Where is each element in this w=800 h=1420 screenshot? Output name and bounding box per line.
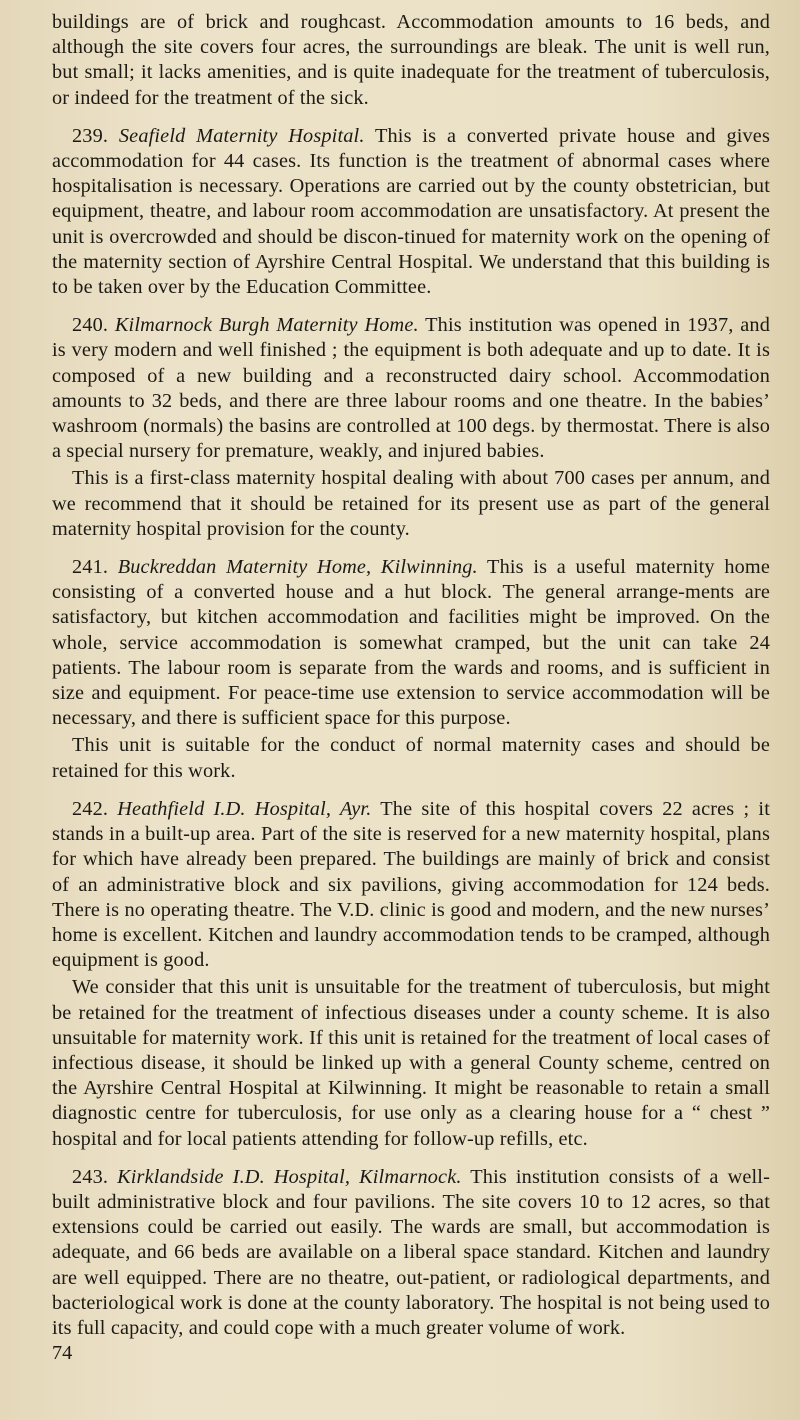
- paragraph-242-continued: We consider that this unit is unsuitable for the treatment of tuberculosis, but might be retained for the treatment of infectious diseases under a county scheme. It is also unsuitable for maternity work. If this unit is retained for the treatment of local cases of infectious disease, it should be linked up with a general County scheme, centred on the Ayrshire Central Hospital at Kilwinning. It might be reasonable to retain a small diagnostic centre for tuberculosis, for use only as a clearing house for a “ chest ” hospital and for local patients attending for follow-up refills, etc.: [52, 976, 770, 1150]
- section-heading: Heathfield I.D. Hospital, Ayr.: [117, 797, 372, 820]
- page-number: 74: [52, 1342, 73, 1365]
- paragraph-243: [52, 1165, 770, 1341]
- paragraph-number: 242.: [72, 797, 109, 820]
- paragraph-240: [52, 313, 770, 464]
- paragraph-241: [52, 555, 770, 731]
- paragraph-240-continued: This is a first-class maternity hospital dealing with about 700 cases per annum, and we recommend that it should be retained for its present use as part of the general maternity hospital provision for the county.: [52, 467, 770, 540]
- paragraph-body: This is a converted private house and gives accommodation for 44 cases. Its function is the treatment of abnormal cases where hospitalisation is necessary. Operations are carried out by the county obstetrician, but equipment, theatre, and labour room accommodation are unsatisfactory. At present the unit is overcrowded and should be discon-tinued for maternity work on the opening of the maternity section of Ayrshire Central Hospital. We understand that this building is to be taken over by the Education Committee.: [52, 124, 770, 299]
- section-heading: Buckreddan Maternity Home, Kilwinning.: [117, 556, 478, 579]
- section-heading: Kilmarnock Burgh Maternity Home.: [114, 314, 419, 337]
- paragraph-continuation: buildings are of brick and roughcast. Accommodation amounts to 16 beds, and although the site covers four acres, the surroundings are bleak. The unit is well run, but small; it lacks amenities, and is quite inadequate for the treatment of tuberculosis, or indeed for the treatment of the sick.: [52, 11, 770, 109]
- paragraph-241-continued: This unit is suitable for the conduct of normal maternity cases and should be retained for this work.: [52, 734, 770, 782]
- paragraph-number: 239.: [72, 124, 109, 147]
- paragraph-number: 241.: [72, 556, 109, 579]
- paragraph-body: This institution consists of a well-built administrative block and four pavilions. The site covers 10 to 12 acres, so that extensions could be carried out easily. The wards are small, but accommodation is adequate, and 66 beds are available on a liberal space standard. Kitchen and laundry are well equipped. There are no theatre, out-patient, or radiological departments, and bacteriological work is done at the county laboratory. The hospital is not being used to its full capacity, and could cope with a much greater volume of work.: [52, 1165, 770, 1339]
- paragraph-242: [52, 797, 770, 973]
- paragraph-number: 240.: [72, 314, 109, 337]
- section-heading: Seafield Maternity Hospital.: [118, 124, 365, 147]
- paragraph-239: [52, 124, 770, 300]
- paragraph-body: This institution was opened in 1937, and is very modern and well finished ; the equipment is both adequate and up to date. It is composed of a new building and a reconstructed dairy school. Accommodation amounts to 32 beds, and there are three labour rooms and one theatre. In the babies’ washroom (normals) the basins are controlled at 100 degs. by thermostat. There is also a special nursery for premature, weakly, and injured babies.: [52, 314, 770, 463]
- paragraph-body: This is a useful maternity home consisting of a converted house and a hut block. The general arrange-ments are satisfactory, but kitchen accommodation and facilities might be improved. On the whole, service accommodation is somewhat cramped, but the unit can take 24 patients. The labour room is separate from the wards and rooms, and is sufficient in size and equipment. For peace-time use extension to service accommodation will be necessary, and there is sufficient space for this purpose.: [52, 556, 770, 730]
- paragraph-number: 243.: [72, 1165, 109, 1188]
- paragraph-body: The site of this hospital covers 22 acres ; it stands in a built-up area. Part of the site is reserved for a new maternity hospital, plans for which have already been prepared. The buildings are mainly of brick and consist of an administrative block and six pavilions, giving accommodation for 124 beds. There is no operating theatre. The V.D. clinic is good and modern, and the new nurses’ home is excellent. Kitchen and laundry accommodation tends to be cramped, although equipment is good.: [52, 797, 770, 972]
- section-heading: Kirklandside I.D. Hospital, Kilmarnock.: [117, 1165, 462, 1188]
